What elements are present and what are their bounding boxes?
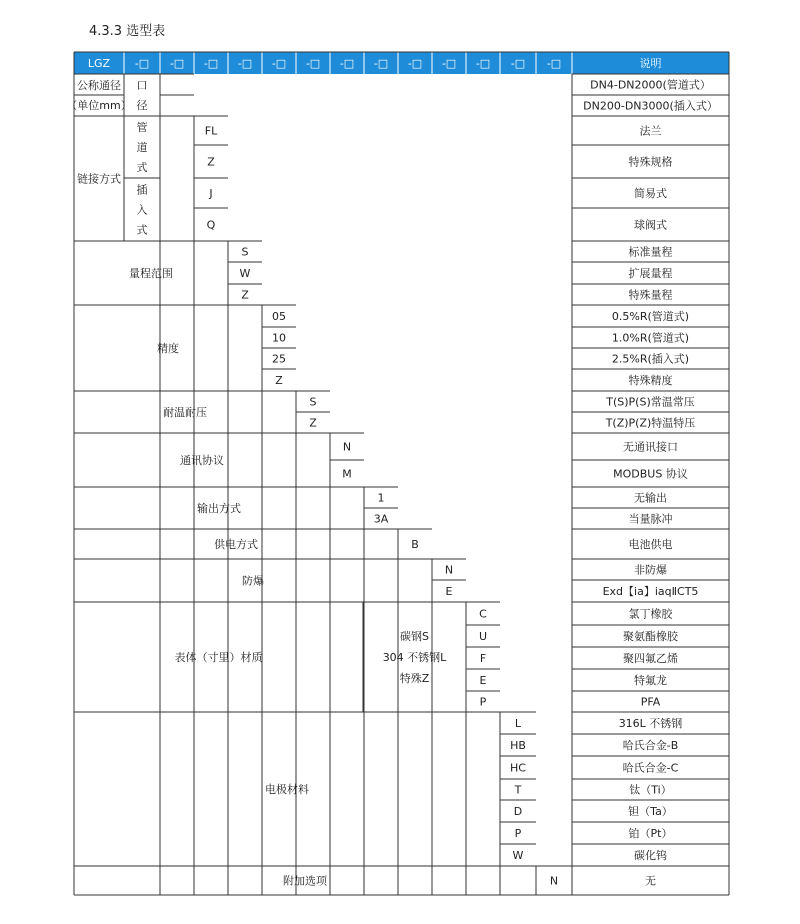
desc-9-0: 氯丁橡胶 [628, 607, 673, 620]
code-4-1: Z [309, 416, 317, 429]
code-10-1: HB [510, 738, 526, 752]
group-sub-caliber: 口径 [136, 78, 148, 112]
header-code-slot: -□ [546, 56, 562, 70]
code-9-0: C [479, 607, 487, 620]
desc-1-2: 简易式 [634, 186, 667, 200]
code-5-1: M [342, 467, 352, 480]
desc-2-2: 特殊量程 [628, 288, 673, 301]
code-9-1: U [478, 629, 488, 643]
group-name-10: 电极材料 [265, 782, 309, 796]
desc-3-1: 1.0%R(管道式) [611, 331, 690, 344]
group-name-connection: 链接方式 [77, 172, 121, 185]
desc-0-1: DN200-DN3000(插入式） [583, 99, 718, 112]
group-name-8: 防爆 [242, 574, 264, 587]
code-10-6: W [512, 848, 524, 862]
desc-1-0: 法兰 [639, 124, 662, 137]
desc-9-2: 聚四氟乙烯 [623, 651, 678, 665]
header-code-slot: -□ [510, 56, 526, 70]
header-code-slot: -□ [441, 56, 457, 70]
code-8-1: E [445, 584, 453, 598]
code-5-0: N [342, 440, 352, 453]
desc-3-3: 特殊精度 [628, 373, 673, 387]
code-10-2: HC [510, 761, 526, 774]
desc-0-0: DN4-DN2000(管道式） [590, 78, 711, 91]
desc-10-2: 哈氏合金-C [622, 761, 679, 774]
desc-7-0: 电池供电 [628, 537, 673, 551]
desc-10-0: 316L 不锈钢 [618, 716, 683, 730]
header-code-slot: -□ [407, 56, 423, 70]
desc-3-0: 0.5%R(管道式) [611, 309, 690, 323]
desc-10-6: 碳化钨 [634, 848, 667, 862]
code-9-4: P [479, 695, 487, 708]
desc-10-4: 钽（Ta） [628, 804, 673, 818]
desc-5-1: MODBUS 协议 [613, 467, 688, 480]
desc-10-1: 哈氏合金-B [622, 738, 679, 752]
desc-4-1: T(Z)P(Z)特温特压 [605, 416, 696, 429]
code-3-2: 25 [272, 352, 286, 365]
code-1-1: Z [207, 155, 215, 168]
desc-11-0: 无 [645, 874, 656, 887]
code-4-0: S [309, 395, 317, 408]
code-10-5: P [514, 826, 522, 840]
code-3-1: 10 [272, 331, 286, 344]
code-8-0: N [444, 563, 454, 576]
desc-6-0: 无输出 [634, 491, 667, 504]
group-name-4: 耐温耐压 [163, 405, 207, 419]
header-code-slot: -□ [203, 56, 219, 70]
header-desc-label: 说明 [639, 56, 662, 70]
group-name-7: 供电方式 [214, 537, 258, 551]
desc-2-1: 扩展量程 [628, 266, 673, 280]
group-name-11: 附加选项 [283, 874, 327, 887]
desc-2-0: 标准量程 [628, 245, 673, 258]
desc-10-5: 铂（Pt） [628, 826, 673, 840]
header-code-slot: -□ [271, 56, 287, 70]
header-code-slot: -□ [475, 56, 491, 70]
desc-3-2: 2.5%R(插入式) [611, 352, 690, 365]
group-name-diameter: 公称通径（单位mm） [66, 78, 132, 112]
code-1-0: FL [204, 124, 218, 137]
header-code-slot: -□ [339, 56, 355, 70]
header-model-label: LGZ [87, 56, 111, 70]
code-2-2: Z [241, 288, 249, 301]
code-2-0: S [241, 245, 249, 258]
code-6-0: 1 [377, 491, 385, 504]
desc-8-1: Exd【ia】iaqⅡCT5 [602, 584, 699, 598]
code-9-3: E [479, 673, 487, 687]
desc-9-3: 特氟龙 [634, 673, 667, 687]
code-7-0: B [411, 537, 419, 551]
desc-5-0: 无通讯接口 [623, 440, 678, 453]
sub-insertion: 插入式 [136, 183, 148, 236]
code-9-2: F [479, 651, 487, 665]
desc-1-3: 球阀式 [634, 218, 667, 231]
group-name-9: 表体（寸里）材质 [174, 650, 263, 664]
group-name-2: 量程范围 [129, 266, 173, 280]
table-heading: 4.3.3 选型表 [89, 24, 166, 39]
header-code-slot: -□ [237, 56, 253, 70]
desc-9-4: PFA [640, 695, 661, 708]
desc-9-1: 聚氨酯橡胶 [623, 629, 678, 643]
code-6-1: 3A [373, 512, 389, 525]
code-10-4: D [513, 804, 523, 818]
code-10-0: L [514, 716, 522, 730]
header-code-slot: -□ [373, 56, 389, 70]
desc-4-0: T(S)P(S)常温常压 [606, 395, 695, 408]
header-code-slot: -□ [169, 56, 185, 70]
code-2-1: W [239, 266, 251, 280]
header-code-slot: -□ [134, 56, 150, 70]
sub-pipeline: 管道式 [136, 120, 148, 174]
desc-10-3: 钛（Ti） [629, 783, 672, 796]
code-1-3: Q [206, 218, 216, 231]
header-code-slot: -□ [305, 56, 321, 70]
group-name-3: 精度 [157, 341, 179, 355]
group-name-6: 输出方式 [197, 501, 241, 515]
code-11-0: N [549, 874, 559, 887]
code-10-3: T [514, 783, 522, 796]
desc-1-1: 特殊规格 [628, 155, 673, 168]
desc-6-1: 当量脉冲 [628, 512, 673, 525]
group-note-9: 碳钢S 304 不锈钢L 特殊Z [382, 629, 447, 685]
code-1-2: J [209, 186, 213, 200]
code-3-0: 05 [272, 309, 286, 323]
desc-8-0: 非防爆 [634, 563, 667, 576]
group-name-5: 通讯协议 [180, 453, 224, 467]
code-3-3: Z [275, 373, 283, 387]
